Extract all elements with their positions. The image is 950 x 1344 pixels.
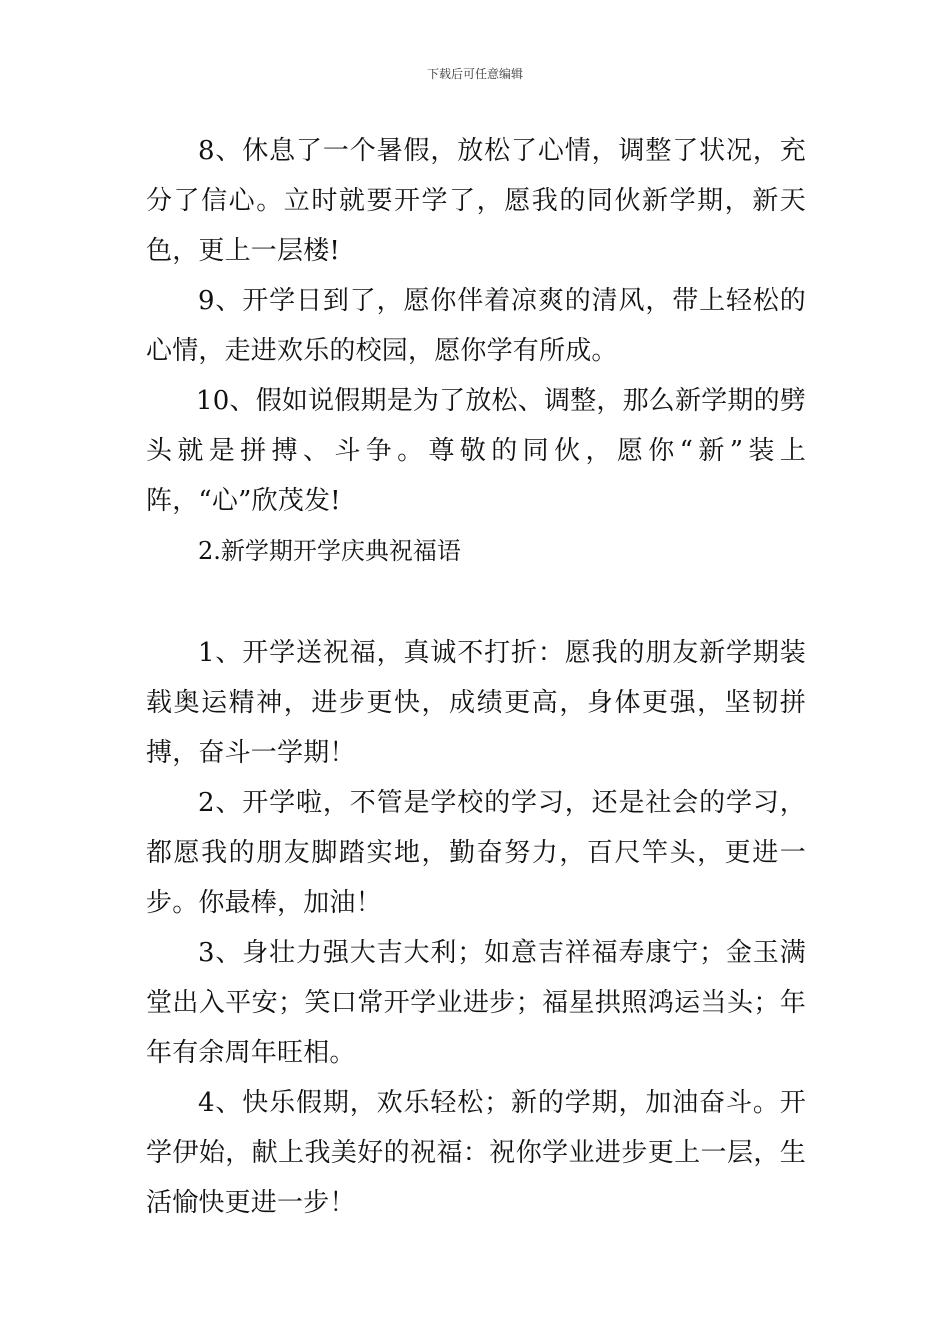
- paragraph-10: 10、假如说假期是为了放松、调整，那么新学期的劈头就是拼搏、斗争。尊敬的同伙，愿你“新”装上阵，“心”欣茂发!: [146, 386, 806, 516]
- blessing-2: 2、开学啦，不管是学校的学习，还是社会的学习，都愿我的朋友脚踏实地，勤奋努力，百尺竿头，更进一步。你最棒，加油！: [146, 788, 806, 918]
- blank-line: [146, 576, 806, 628]
- paragraph-8: 8、休息了一个暑假，放松了心情，调整了状况，充分了信心。立时就要开学了，愿我的同伙新学期，新天色，更上一层楼!: [146, 136, 806, 266]
- blessing-3: 3、身壮力强大吉大利；如意吉祥福寿康宁；金玉满堂出入平安；笑口常开学业进步；福星拱照鸿运当头；年年有余周年旺相。: [146, 938, 806, 1068]
- header-note: 下载后可任意编辑: [426, 67, 523, 81]
- blessing-4: 4、快乐假期，欢乐轻松；新的学期，加油奋斗。开学伊始，献上我美好的祝福：祝你学业进步更上一层，生活愉快更进一步！: [146, 1088, 806, 1218]
- document-body: [146, 126, 806, 1228]
- section-heading: 2.新学期开学庆典祝福语: [198, 537, 461, 565]
- paragraph-9: 9、开学日到了，愿你伴着凉爽的清风，带上轻松的心情，走进欢乐的校园，愿你学有所成。: [146, 286, 806, 366]
- blessing-1: 1、开学送祝福，真诚不打折：愿我的朋友新学期装载奥运精神，进步更快，成绩更高，身体更强，坚韧拼搏，奋斗一学期！: [146, 638, 806, 768]
